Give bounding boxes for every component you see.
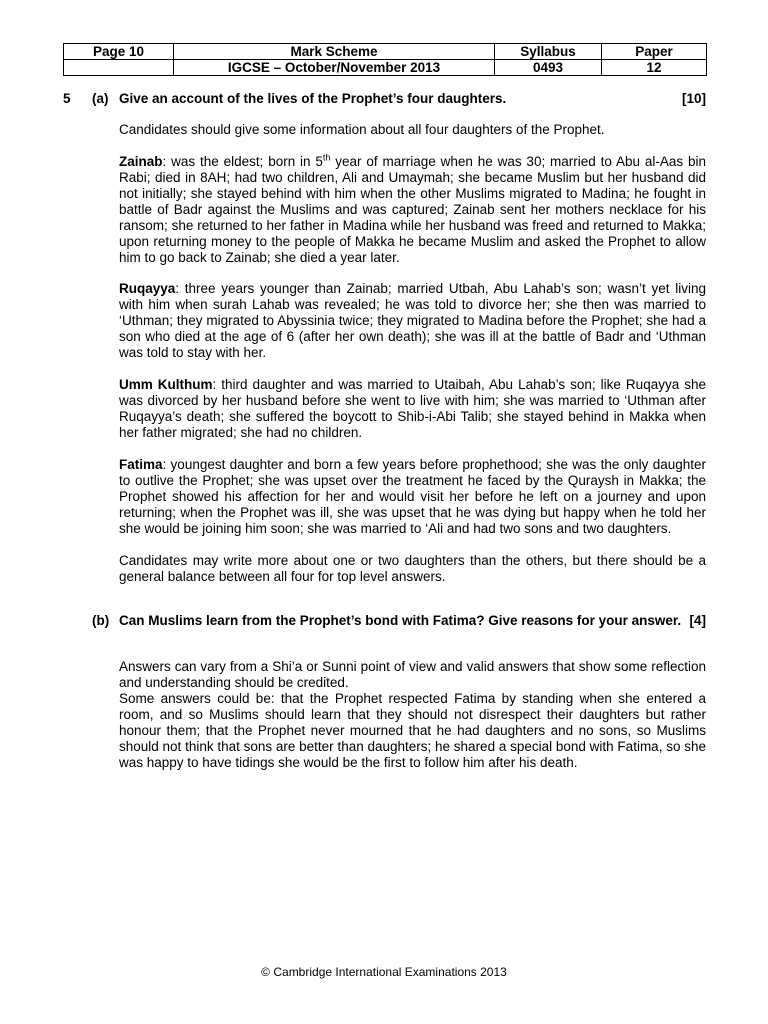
- part-b-answer: [119, 659, 706, 771]
- part-b-marks: [4]: [689, 613, 706, 628]
- daughter-umm-kulthum: Umm Kulthum: third daughter and was married to Utaibah, Abu Lahab’s son; like Ruqayya she was divorced by her husband before she went to live with him; she was married to ‘Uthman after Ruqayya’s death; she suffered the boycott to Shib-i-Abi Talib; she stayed behind in Makka when her father migrated; she had no children.: [119, 377, 706, 440]
- part-b-answer-1: Answers can vary from a Shi’a or Sunni point of view and valid answers that show some reflection and understanding should be credited.: [119, 659, 706, 690]
- part-b-label: (b): [92, 613, 110, 628]
- part-a-marks: [10]: [681, 91, 706, 106]
- page-label: Page 10: [64, 44, 174, 60]
- question-number: 5: [63, 91, 71, 106]
- exam-session: IGCSE – October/November 2013: [174, 60, 495, 76]
- syllabus-label: Syllabus: [495, 44, 602, 60]
- daughter-ruqayya: Ruqayya: three years younger than Zainab; married Utbah, Abu Lahab’s son; wasn’t yet living with him when surah Lahab was revealed; he was told to divorce her; she then was married to ‘Uthman; they migrated to Abyssinia twice; they migrated to Madina before the Prophet; she had a son who died at the age of 6 (after her own death); she was ill at the battle of Badr and ‘Uthman was told to stay with her.: [119, 281, 706, 360]
- part-a-prompt: Give an account of the lives of the Prophet’s four daughters.: [119, 91, 507, 106]
- daughter-name: Ruqayya: [119, 281, 176, 296]
- daughter-fatima: Fatima: youngest daughter and born a few years before prophethood; she was the only daughter to outlive the Prophet; she was upset over the treatment he faced by the Quraysh in Makka; the Prophet showed his affection for her and would visit her before he left on a journey and upon returning; when the Prophet was ill, she was upset that he was dying but happy when he told her she would be joining him soon; she was married to ‘Ali and had two sons and two daughters.: [119, 457, 706, 536]
- paper-label: Paper: [602, 44, 707, 60]
- part-a-label: (a): [92, 91, 109, 106]
- header-table: [63, 43, 707, 76]
- part-a-answer: [119, 122, 706, 585]
- part-b-answer-2: Some answers could be: that the Prophet respected Fatima by standing when she entered a room, and so Muslims should learn that they should not disrespect their daughters but rather honour them; that the Prophet never mourned that he had daughters and no sons, so Muslims should not think that sons are better than daughters; he shared a special bond with Fatima, so she was happy to have tidings she would be the first to follow him after his death.: [119, 691, 706, 770]
- part-a-intro: Candidates should give some information about all four daughters of the Prophet.: [119, 122, 605, 137]
- doc-type: Mark Scheme: [174, 44, 495, 60]
- part-a-question: [119, 91, 706, 107]
- paper-number: 12: [602, 60, 707, 76]
- daughter-name: Umm Kulthum: [119, 377, 213, 392]
- daughter-name: Fatima: [119, 457, 163, 472]
- part-a-closing: Candidates may write more about one or two daughters than the others, but there should be a general balance between all four for top level answers.: [119, 553, 706, 584]
- daughter-zainab: Zainab: was the eldest; born in 5th year of marriage when he was 30; married to Abu al-Aas bin Rabi; died in 8AH; had two children, Ali and Umaymah; she became Muslim but her husband did not initially; she stayed behind with him when the other Muslims migrated to Madina; he fought in battle of Badr against the Muslims and was captured; Zainab sent her mothers necklace for his ransom; she returned to her father in Madina while her husband was freed and returned to Makka; upon returning money to the people of Makka he became Muslim and asked the Prophet to allow him to go back to Zainab; she died a year later.: [119, 152, 706, 265]
- syllabus-code: 0493: [495, 60, 602, 76]
- blank-cell: [64, 60, 174, 76]
- copyright-footer: © Cambridge International Examinations 2013: [261, 965, 507, 979]
- part-b-question: [119, 613, 706, 629]
- daughter-name: Zainab: [119, 154, 163, 169]
- part-b-prompt: Can Muslims learn from the Prophet’s bond with Fatima? Give reasons for your answer.: [119, 613, 682, 628]
